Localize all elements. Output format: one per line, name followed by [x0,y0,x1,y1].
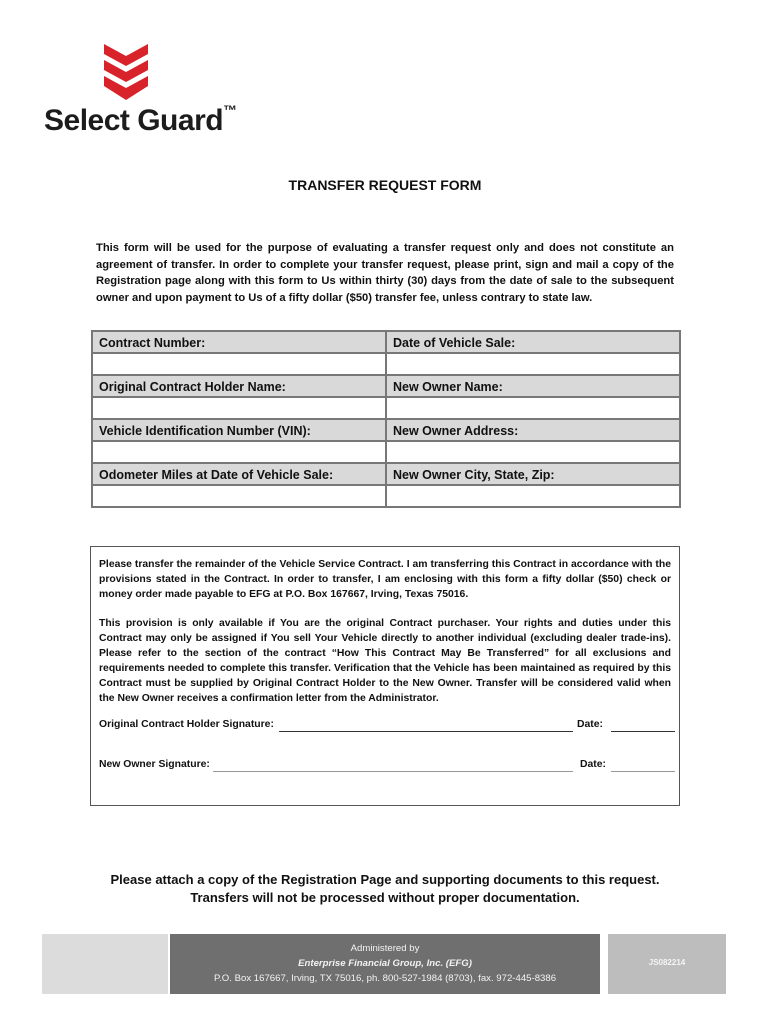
brand-name: Select Guard™ [44,102,237,137]
administered-by-text: Administered by [350,943,420,954]
administrator-contact: P.O. Box 167667, Irving, TX 75016, ph. 800-527-1984 (8703), fax. 972-445-8386 [213,973,557,984]
form-code-panel [608,934,726,994]
date-label-1: Date: [577,719,603,730]
date-line-2[interactable] [611,759,675,772]
contract-number-field[interactable] [92,353,386,375]
contract-number-label: Contract Number: [92,331,386,353]
date-of-vehicle-sale-field[interactable] [386,353,680,375]
date-label-2: Date: [580,759,606,770]
select-guard-logo [44,42,237,142]
transfer-authorization-box [90,546,680,806]
attach-note-line-2: Transfers will not be processed without proper documentation. [190,890,580,905]
intro-paragraph: This form will be used for the purpose of evaluating a transfer request only and does not constitute an agreement of transfer. In order to complete your transfer request, please print, sign and mail a copy of the Registration page along with this form to Us within thirty (30) days from the date of sale to the subsequent owner and upon payment to Us of a fifty dollar ($50) transfer fee, unless contrary to state law. [96,242,674,304]
shield-chevron-icon [102,42,150,102]
provision-paragraph: This provision is only available if You are the original Contract purchaser. Your rights and duties under this Contract may only be assigned if You sell Your Vehicle directly to another individual (excluding dealer trade-ins). Please refer to the section of the contract “How This Contract May Be Transferred” for all exclusions and requirements needed to complete this transfer. Verification that the Vehicle has been maintained as required by this Contract must be supplied by Original Contract Holder to the New Owner. Transfer will be considered valid when the New Owner receives a confirmation letter from the Administrator. [99,618,671,704]
new-owner-address-field[interactable] [386,441,680,463]
attach-documents-note [0,871,770,907]
new-owner-name-field[interactable] [386,397,680,419]
original-holder-name-label: Original Contract Holder Name: [92,375,386,397]
administrator-footer [170,934,600,994]
original-holder-signature-line[interactable] [279,719,573,732]
new-owner-city-state-zip-label: New Owner City, State, Zip: [386,463,680,485]
original-holder-name-field[interactable] [92,397,386,419]
vin-field[interactable] [92,441,386,463]
vin-label: Vehicle Identification Number (VIN): [92,419,386,441]
new-owner-signature-line[interactable] [213,759,573,772]
transfer-fields-table [91,330,681,508]
odometer-miles-field[interactable] [92,485,386,507]
date-line-1[interactable] [611,719,675,732]
authorization-paragraph: Please transfer the remainder of the Vehicle Service Contract. I am transferring this Contract in accordance with the provisions stated in the Contract. In order to transfer, I am enclosing with this form a fifty dollar ($50) check or money order made payable to EFG at P.O. Box 167667, Irving, Texas 75016. [99,559,671,600]
new-owner-city-state-zip-field[interactable] [386,485,680,507]
date-of-vehicle-sale-label: Date of Vehicle Sale: [386,331,680,353]
administrator-name: Enterprise Financial Group, Inc. (EFG) [298,958,472,969]
new-owner-signature-label: New Owner Signature: [99,759,210,770]
new-owner-address-label: New Owner Address: [386,419,680,441]
odometer-miles-label: Odometer Miles at Date of Vehicle Sale: [92,463,386,485]
attach-note-line-1: Please attach a copy of the Registration Page and supporting documents to this request. [110,872,660,887]
form-title: TRANSFER REQUEST FORM [288,177,482,193]
original-holder-signature-label: Original Contract Holder Signature: [99,719,274,730]
new-owner-name-label: New Owner Name: [386,375,680,397]
footer-left-panel [42,934,168,994]
trademark-symbol: ™ [223,102,237,118]
form-code: JS082214 [648,958,686,967]
